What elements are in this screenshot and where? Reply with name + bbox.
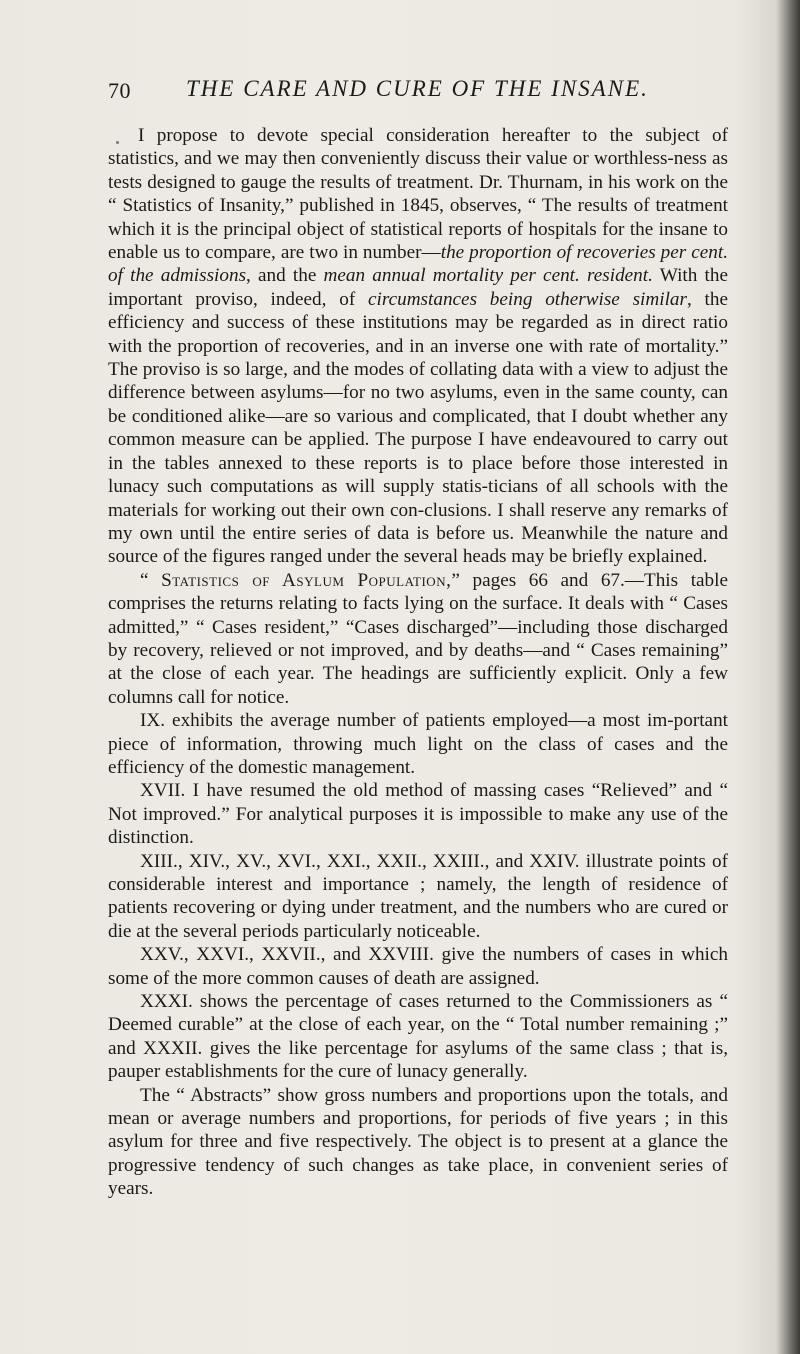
- paragraph-xiii-xxiv: XIII., XIV., XV., XVI., XXI., XXII., XXIII., and XXIV. illustrate points of considerable interest and importance ; namely, the length of residence of patients recovering or dying under treatment, and the numbers who are cured or die at the several periods particularly noticeable.: [108, 850, 728, 942]
- italic-phrase: the proportion of recoveries per cent. of the admissions: [108, 242, 729, 287]
- italic-phrase: mean annual mortality per cent. resident.: [323, 265, 653, 287]
- paragraph-asylum-population: [108, 569, 728, 709]
- page-header: [108, 76, 728, 106]
- text-run: “: [140, 569, 162, 591]
- page-number: 70: [108, 78, 131, 103]
- paragraph-xvii: XVII. I have resumed the old method of massing cases “Relieved” and “ Not improved.” For analytical purposes it is impossible to make any use of the distinction.: [108, 780, 728, 849]
- text-run: , the efficiency and success of these institutions may be regarded as in direct ratio with the proportion of recoveries, and in an inverse one with rate of mortality.” The proviso is so large, and the modes of collating data with a view to adjust the difference between asylums—for no two asylums, even in the same county, can be conditioned alike—are so various and complicated, that I doubt whether any common measure can be applied. The purpose I have endeavoured to carry out in the tables annexed to these reports is to place before those interested in lunacy such computations as will supply statis-ticians of all schools with the materials for working out their own con-clusions. I shall reserve any remarks of my own until the entire series of data is before us. Meanwhile the nature and source of the figures ranged under the several heads may be briefly explained.: [108, 288, 728, 568]
- italic-phrase: circumstances being otherwise similar: [367, 288, 687, 310]
- text-run: , and the: [246, 265, 324, 287]
- running-title: THE CARE AND CURE OF THE INSANE.: [186, 76, 649, 101]
- body-text: [108, 124, 728, 1201]
- small-caps-heading: Statistics of Asylum Population,: [161, 569, 452, 591]
- text-run: ” pages 66 and 67.—This table comprises the returns relating to facts lying on the surface. It deals with “ Cases admitted,” “ Cases resident,” “Cases discharged”—including those discharged by recovery, relieved or not improved, and by deaths—and “ Cases remaining” at the close of each year. The headings are sufficiently explicit. Only a few columns call for notice.: [108, 569, 728, 708]
- paragraph-xxxi: XXXI. shows the percentage of cases returned to the Commissioners as “ Deemed curable” at the close of each year, on the “ Total number remaining ;” and XXXII. gives the like percentage for asylums of the same class ; that is, pauper establishments for the cure of lunacy generally.: [108, 991, 728, 1083]
- paragraph-ix: IX. exhibits the average number of patients employed—a most im-portant piece of information, throwing much light on the class of cases and the efficiency of the domestic management.: [108, 710, 728, 778]
- text-run: With the important proviso, indeed, of: [108, 265, 728, 310]
- text-run: I propose to devote special consideration hereafter to the subject of statistics, and we may then conveniently discuss their value or worthless-ness as tests designed to gauge the results of treatment. Dr. Thurnam, in his work on the “ Statistics of Insanity,” published in 1845, observes, “ The results of treatment which it is the principal object of statistical reports of hospitals for the insane to enable us to compare, are two in number—: [108, 125, 728, 264]
- paragraph-statistics-intro: [108, 124, 728, 569]
- paragraph-abstracts: The “ Abstracts” show gross numbers and proportions upon the totals, and mean or average numbers and proportions, for periods of five years ; in this asylum for three and five respectively. The object is to present at a glance the progressive tendency of such changes as take place, in convenient series of years.: [108, 1084, 728, 1200]
- paragraph-xxv-xxviii: XXV., XXVI., XXVII., and XXVIII. give the numbers of cases in which some of the more common causes of death are assigned.: [108, 944, 728, 989]
